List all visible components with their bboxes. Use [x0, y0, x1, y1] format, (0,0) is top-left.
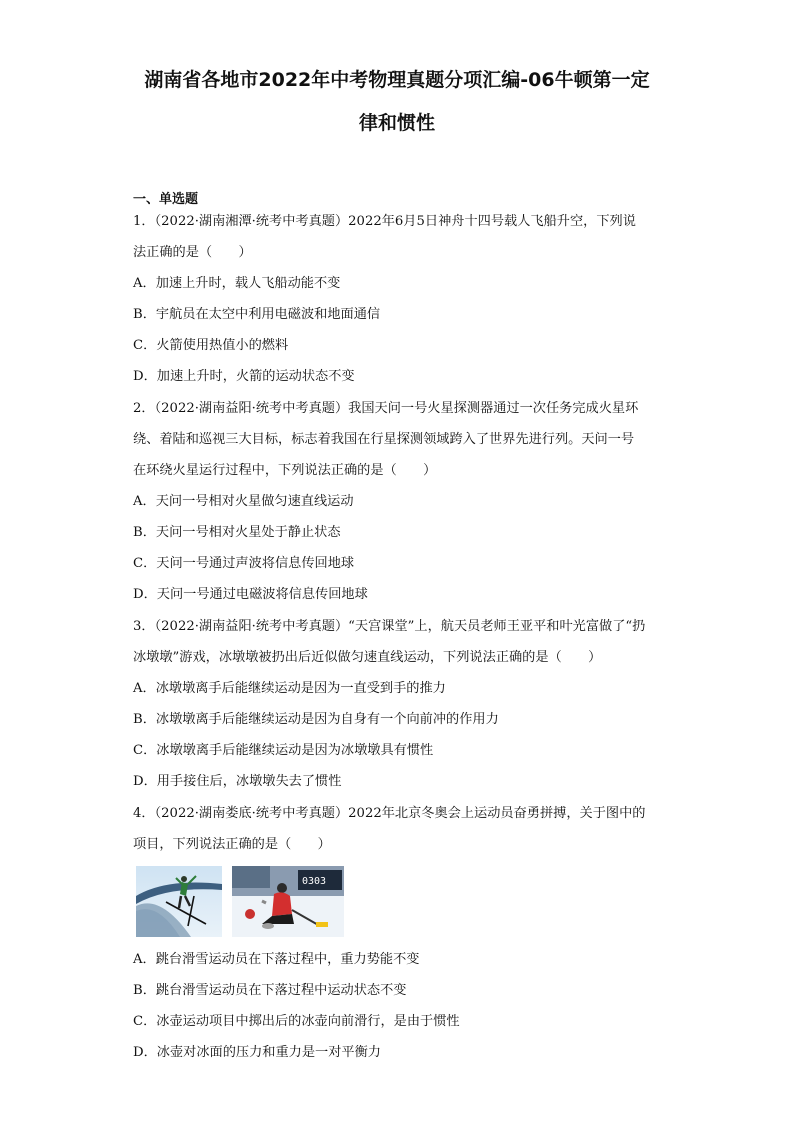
question-3-option-c: C．冰墩墩离手后能继续运动是因为冰墩墩具有惯性	[133, 743, 434, 758]
scoreboard-text: 0303	[302, 876, 327, 887]
question-2-option-c: C．天问一号通过声波将信息传回地球	[133, 556, 355, 571]
page-title-line-1: 湖南省各地市2022年中考物理真题分项汇编-06牛顿第一定	[144, 69, 650, 91]
question-3-stem-line-2: 冰墩墩”游戏，冰墩墩被扔出后近似做匀速直线运动，下列说法正确的是（ ）	[133, 650, 602, 665]
question-4-option-d: D．冰壶对冰面的压力和重力是一对平衡力	[133, 1045, 381, 1060]
page-title-line-2: 律和惯性	[358, 112, 435, 134]
question-2-stem-line-1: 2．（2022·湖南益阳·统考中考真题）我国天问一号火星探测器通过一次任务完成火星环	[133, 401, 639, 416]
question-2-stem-line-2: 绕、着陆和巡视三大目标，标志着我国在行星探测领域跨入了世界先进行列。天问一号	[133, 432, 635, 447]
curling-illustration	[232, 866, 344, 937]
question-2-option-d: D．天问一号通过电磁波将信息传回地球	[133, 587, 368, 602]
ski-jump-image	[136, 866, 222, 937]
question-3-stem-line-1: 3．（2022·湖南益阳·统考中考真题）“天宫课堂”上，航天员老师王亚平和叶光富做了“扔	[133, 619, 646, 634]
question-1-option-a: A．加速上升时，载人飞船动能不变	[133, 276, 341, 291]
question-3-option-d: D．用手接住后，冰墩墩失去了惯性	[133, 774, 342, 789]
ski-jump-illustration	[136, 866, 222, 937]
question-3-option-b: B．冰墩墩离手后能继续运动是因为自身有一个向前冲的作用力	[133, 712, 499, 727]
question-2-stem-line-3: 在环绕火星运行过程中，下列说法正确的是（ ）	[133, 463, 437, 478]
question-4-option-c: C．冰壶运动项目中掷出后的冰壶向前滑行，是由于惯性	[133, 1014, 460, 1029]
question-3-option-a: A．冰墩墩离手后能继续运动是因为一直受到手的推力	[133, 681, 446, 696]
question-1-option-d: D．加速上升时，火箭的运动状态不变	[133, 369, 355, 384]
question-1-option-c: C．火箭使用热值小的燃料	[133, 338, 289, 353]
question-4-option-b: B．跳台滑雪运动员在下落过程中运动状态不变	[133, 983, 407, 998]
question-1-stem-line-1: 1．（2022·湖南湘潭·统考中考真题）2022年6月5日神舟十四号载人飞船升空，下列说	[133, 214, 636, 229]
question-1-option-b: B．宇航员在太空中利用电磁波和地面通信	[133, 307, 381, 322]
question-4-option-a: A．跳台滑雪运动员在下落过程中，重力势能不变	[133, 952, 420, 967]
question-1-stem-line-2: 法正确的是（ ）	[133, 245, 252, 260]
question-2-option-b: B．天问一号相对火星处于静止状态	[133, 525, 341, 540]
question-4-stem-line-2: 项目，下列说法正确的是（ ）	[133, 837, 331, 852]
curling-image	[232, 866, 344, 937]
section-heading: 一、单选题	[133, 192, 199, 207]
question-4-stem-line-1: 4．（2022·湖南娄底·统考中考真题）2022年北京冬奥会上运动员奋勇拼搏，关于图中的	[133, 806, 646, 821]
question-2-option-a: A．天问一号相对火星做匀速直线运动	[133, 494, 354, 509]
